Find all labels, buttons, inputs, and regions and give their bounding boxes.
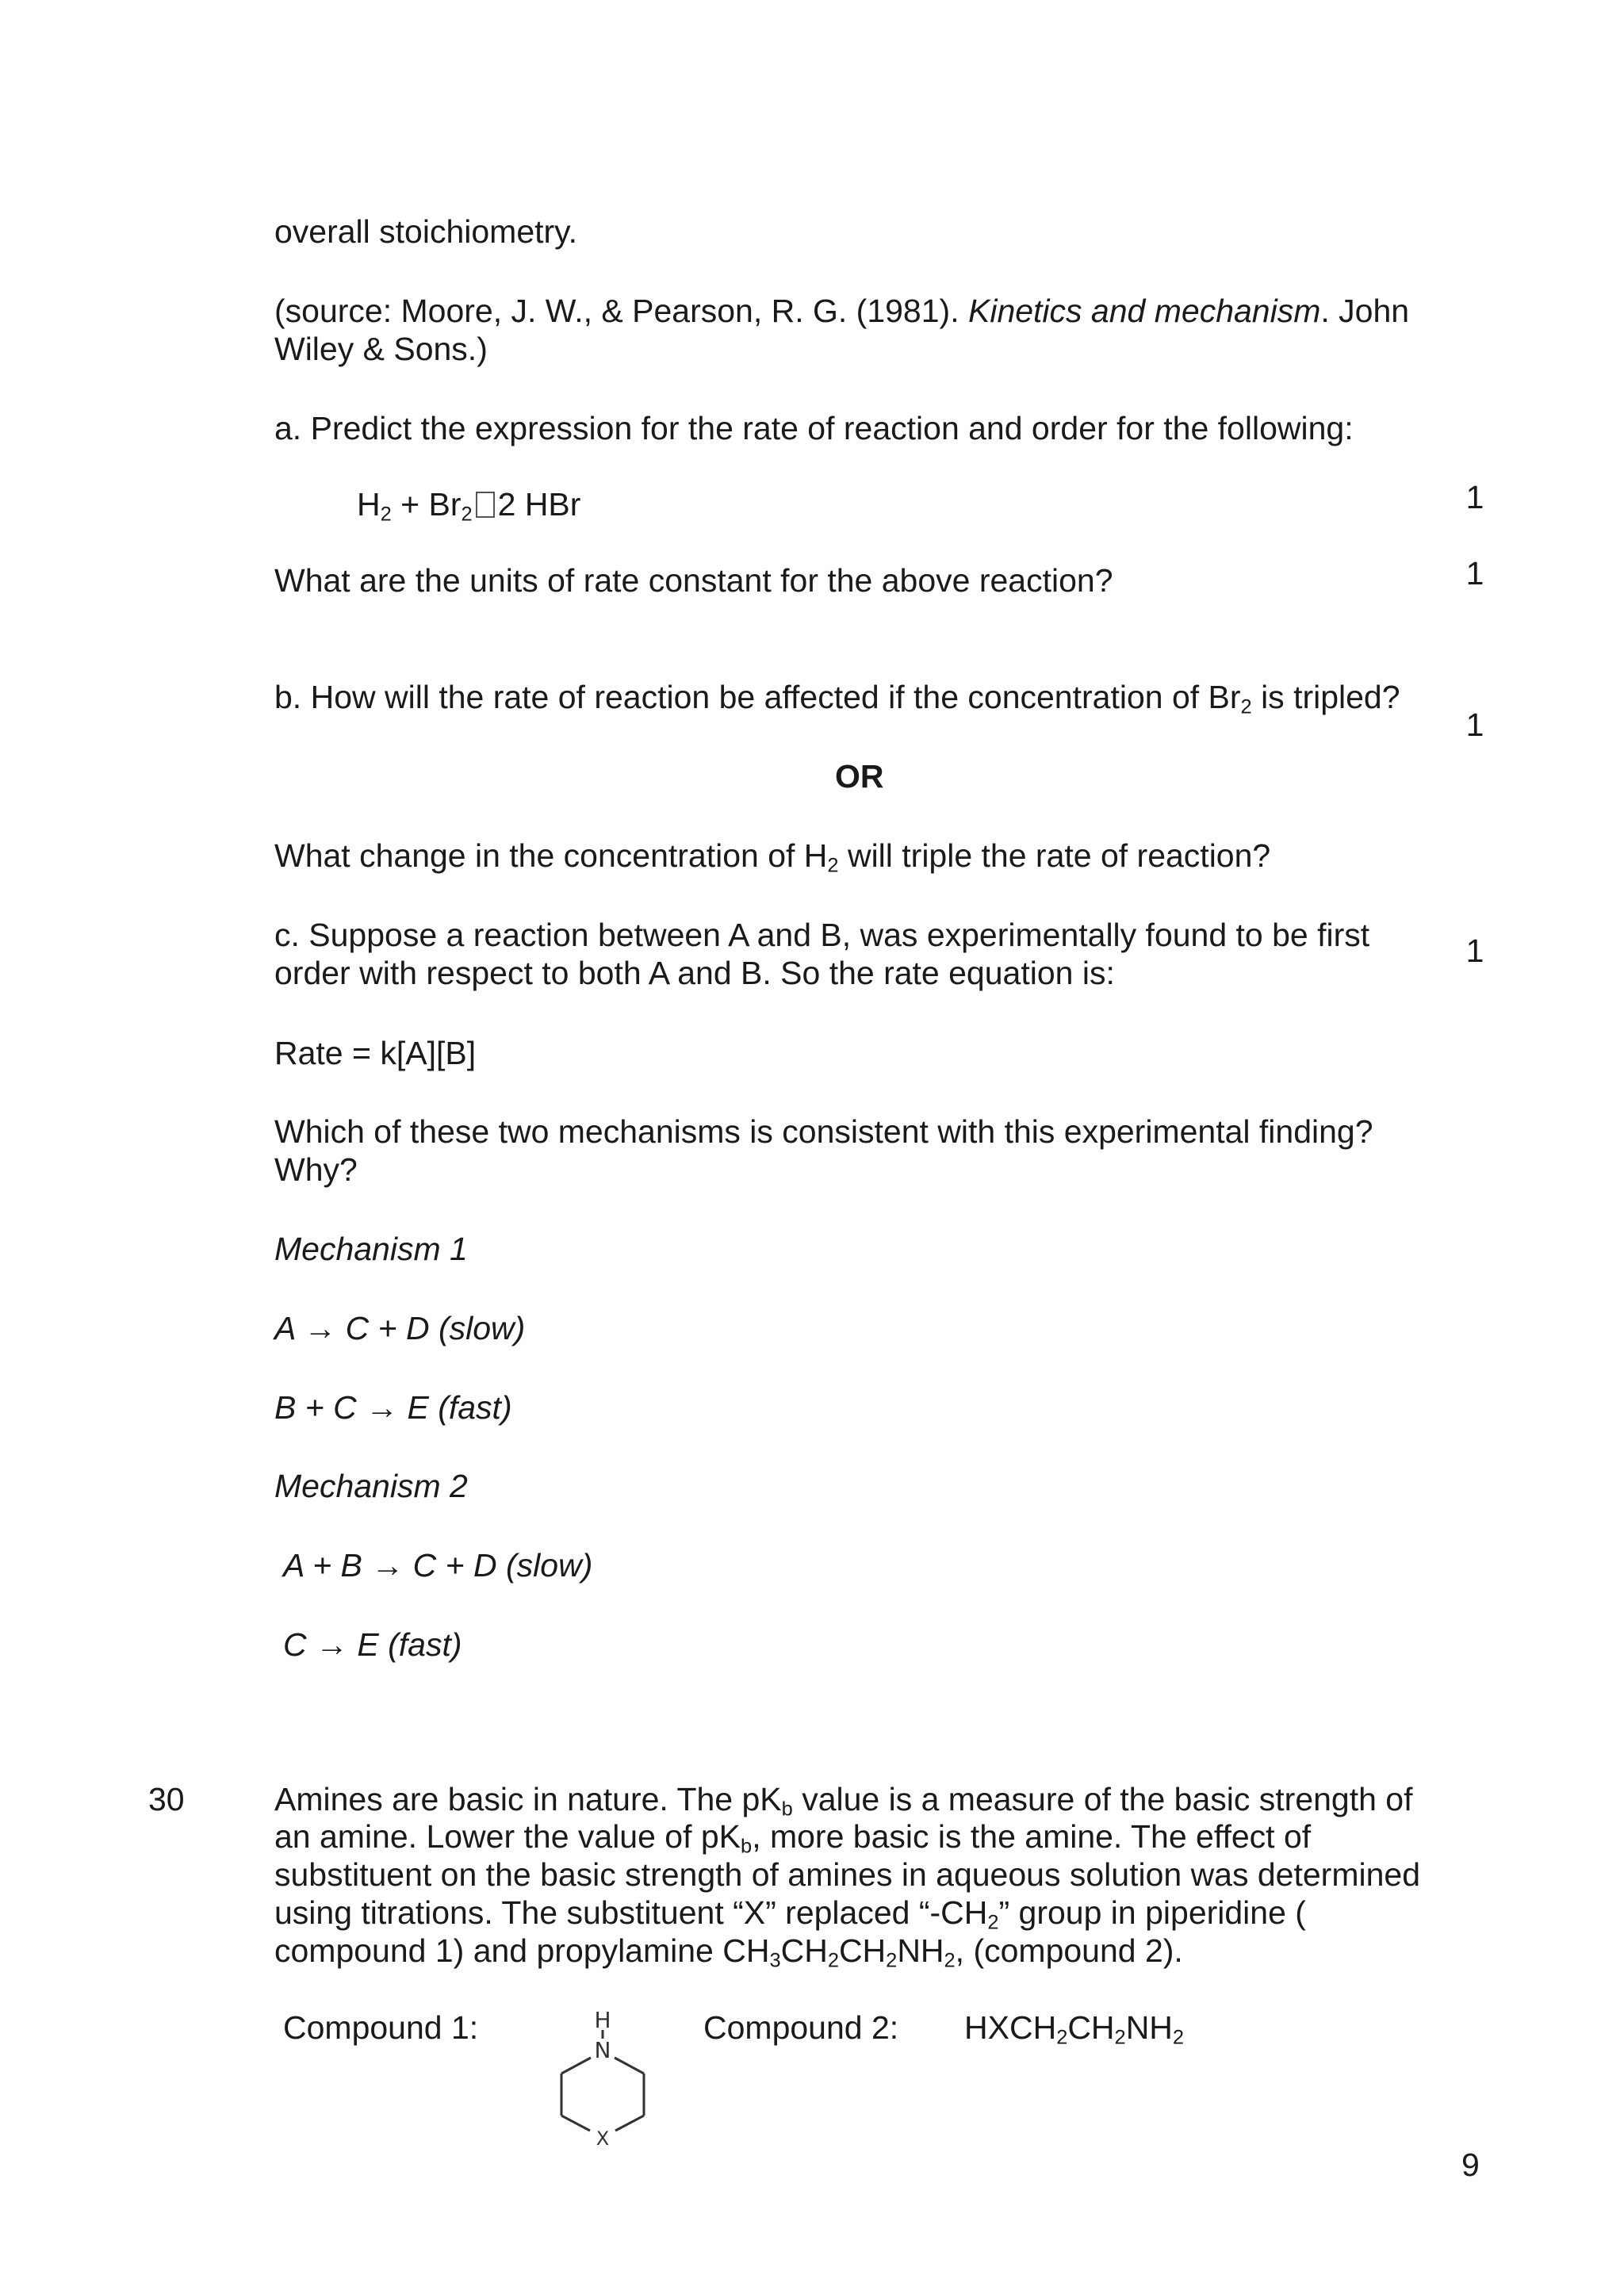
part-c-line2: order with respect to both A and B. So the rate equation is:	[274, 955, 1115, 991]
marks-2: 1	[1465, 555, 1484, 592]
q30-line4: using titrations. The substituent “X” replaced “$-CH_2$” group in piperidine (	[274, 1894, 1306, 1934]
mechanism-2-step1: A + B → C + D (slow)	[283, 1547, 593, 1584]
continuation-text: overall stoichiometry.	[274, 213, 578, 250]
q30-line2: an amine. Lower the value of $pK_b$, more basic is the amine. The effect of	[274, 1818, 1312, 1858]
which-line2: Why?	[274, 1151, 358, 1188]
mechanism-1-step1: A → C + D (slow)	[274, 1310, 526, 1346]
ring-h-label: H	[594, 2007, 611, 2033]
marks-1: 1	[1465, 479, 1484, 515]
units-question: What are the units of rate constant for the above reaction?	[274, 562, 1113, 599]
marks-4: 1	[1465, 933, 1484, 969]
part-a-question: a. Predict the expression for the rate of reaction and order for the following:	[274, 410, 1354, 446]
mechanism-1-step2: B + C → E (fast)	[274, 1389, 512, 1426]
compound-1-label: Compound 1:	[283, 2009, 479, 2046]
rate-equation: Rate = k[A][B]	[274, 1035, 477, 1071]
ring-n-label: N	[594, 2037, 611, 2063]
source-citation-line2: Wiley & Sons.)	[274, 331, 488, 367]
which-line1: Which of these two mechanisms is consistent with this experimental finding?	[274, 1113, 1373, 1150]
source-citation: (source: Moore, J. W., & Pearson, R. G. (1981). Kinetics and mechanism. John	[274, 293, 1410, 329]
piperidine-ring-structure	[547, 2002, 658, 2157]
part-b-question: b. How will the rate of reaction be affected if the concentration of $Br_2$ is tripled?	[274, 679, 1400, 718]
reaction-equation: $H_2 + Br_2$ 2 HBr	[357, 486, 581, 526]
or-divider: OR	[835, 758, 884, 795]
mechanism-1-title: Mechanism 1	[274, 1231, 468, 1267]
mechanism-2-step2: C → E (fast)	[283, 1626, 462, 1663]
page-number: 9	[1461, 2147, 1480, 2183]
missing-glyph-box	[476, 492, 495, 518]
alternative-question: What change in the concentration of $H_2$ will triple the rate of reaction?	[274, 837, 1271, 877]
source-title: Kinetics and mechanism	[967, 293, 1321, 329]
part-c-line1: c. Suppose a reaction between A and B, was experimentally found to be first	[274, 917, 1370, 953]
q30-line3: substituent on the basic strength of amines in aqueous solution was determined	[274, 1856, 1420, 1893]
q30-line5: compound 1) and propylamine $CH_3CH_2CH_2NH_2$, (compound 2).	[274, 1932, 1183, 1972]
compound-2-label: Compound 2:	[703, 2009, 899, 2046]
marks-3: 1	[1465, 707, 1484, 743]
compound-2-formula: $HXCH_2CH_2NH_2$	[964, 2009, 1185, 2049]
q30-line1: Amines are basic in nature. The $pK_b$ value is a measure of the basic strength of	[274, 1781, 1413, 1821]
ring-x-label: X	[596, 2127, 610, 2150]
question-number-30: 30	[148, 1781, 185, 1817]
mechanism-2-title: Mechanism 2	[274, 1468, 468, 1504]
